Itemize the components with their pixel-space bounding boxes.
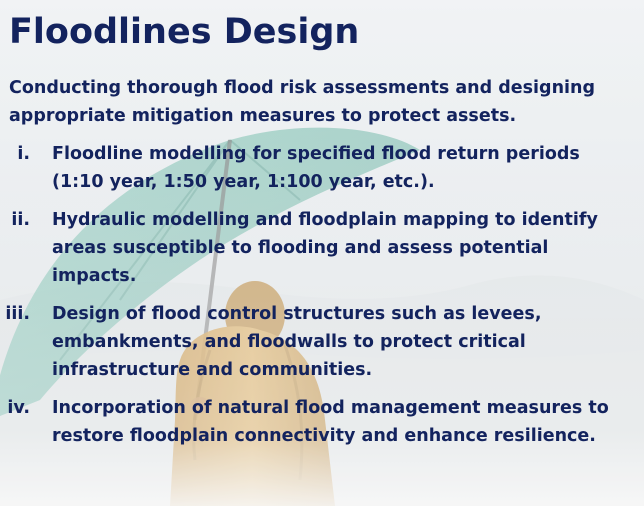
list-item-text: Floodline modelling for specified flood return periods (1:10 year, 1:50 year, 1:100 year, etc.).: [52, 144, 580, 192]
list-item: [0, 140, 644, 196]
list-item-text: Design of flood control structures such as levees, embankments, and floodwalls to protect critical infrastructure and communities.: [52, 304, 542, 380]
list-item: [0, 394, 644, 450]
list-item: [0, 206, 644, 290]
intro-text: Conducting thorough flood risk assessments and designing appropriate mitigation measures to protect assets.: [9, 78, 596, 126]
list-item-text: Incorporation of natural flood management measures to restore floodplain connectivity and enhance resilience.: [52, 398, 609, 446]
list-item: [0, 300, 644, 384]
points-list: [0, 140, 644, 460]
list-numeral: iii.: [5, 304, 30, 324]
slide-title: Floodlines Design: [9, 12, 360, 52]
list-numeral: ii.: [11, 210, 30, 230]
list-numeral: i.: [17, 144, 30, 164]
list-item-text: Hydraulic modelling and floodplain mapping to identify areas susceptible to flooding and assess potential impacts.: [52, 210, 598, 286]
list-numeral: iv.: [7, 398, 30, 418]
